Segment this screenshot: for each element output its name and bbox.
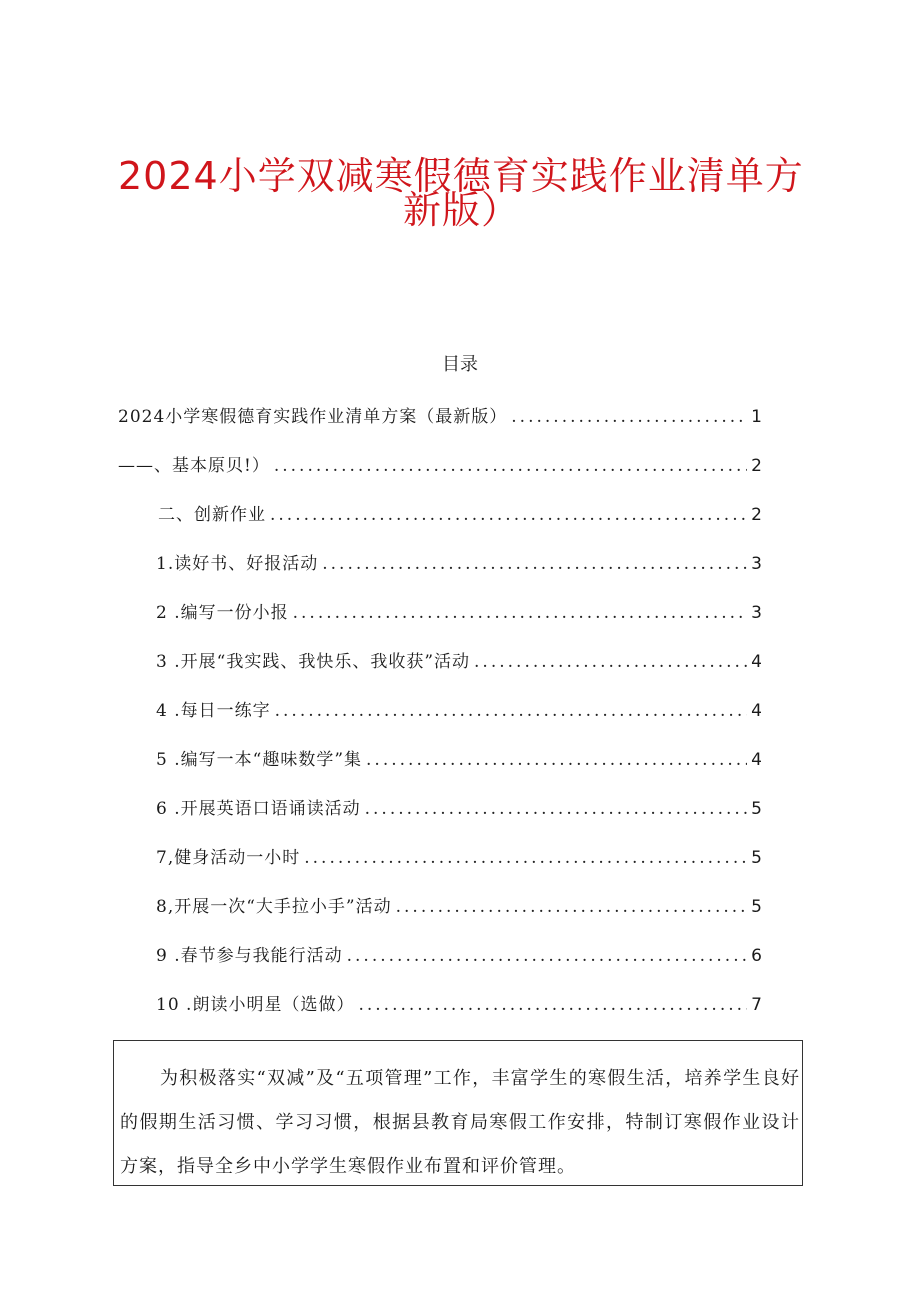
toc-leader-dots: [270, 502, 747, 528]
toc-entry-page: 3: [751, 554, 762, 574]
toc-leader-dots: [358, 992, 747, 1018]
toc-entry-label: 4 .每日一练字: [156, 701, 271, 721]
toc-entry-page: 7: [751, 995, 762, 1015]
toc-entry-label: 10 .朗读小明星（选做）: [156, 995, 355, 1015]
toc-entry-label: 5 .编写一本“趣味数学”集: [156, 750, 363, 770]
toc-leader-dots: [293, 600, 748, 626]
toc-entry[interactable]: [158, 502, 762, 528]
toc-entry-page: 2: [751, 505, 762, 525]
toc-entry-label: 7,健身活动一小时: [156, 848, 301, 868]
toc-entry-page: 3: [751, 603, 762, 623]
toc-entry-label: 9 .春节参与我能行活动: [156, 946, 343, 966]
toc-entry[interactable]: [156, 649, 762, 675]
toc-entry-page: 5: [751, 897, 762, 917]
toc-entry-label: 2024小学寒假德育实践作业清单方案（最新版）: [118, 407, 508, 427]
toc-entry-page: 4: [751, 701, 762, 721]
toc-entry-label: 二、创新作业: [158, 505, 266, 525]
toc-entry-page: 5: [751, 848, 762, 868]
toc-entry-page: 4: [751, 652, 762, 672]
toc-leader-dots: [274, 453, 747, 479]
toc-entry[interactable]: [156, 845, 762, 871]
toc-entry[interactable]: [156, 894, 762, 920]
toc-entry-label: 6 .开展英语口语诵读活动: [156, 799, 361, 819]
toc-heading: 目录: [442, 354, 478, 375]
toc-entry-page: 1: [751, 407, 762, 427]
toc-leader-dots: [304, 845, 747, 871]
toc-entry[interactable]: [156, 698, 762, 724]
toc-leader-dots: [511, 404, 747, 430]
toc-entry[interactable]: [156, 943, 762, 969]
toc-entry-label: 2 .编写一份小报: [156, 603, 289, 623]
toc-leader-dots: [347, 943, 748, 969]
toc-entry[interactable]: [156, 747, 762, 773]
toc-entry-page: 4: [751, 750, 762, 770]
toc-leader-dots: [474, 649, 747, 675]
toc-entry-label: 3 .开展“我实践、我快乐、我收获”活动: [156, 652, 471, 672]
toc-entry[interactable]: [118, 404, 762, 430]
toc-entry-label: 8,开展一次“大手拉小手”活动: [156, 897, 392, 917]
title-line-2: 新版）: [403, 188, 521, 232]
toc-entry[interactable]: [156, 992, 762, 1018]
toc-entry[interactable]: [118, 453, 762, 479]
toc-leader-dots: [365, 796, 748, 822]
toc-entry[interactable]: [156, 796, 762, 822]
toc-entry-page: 5: [751, 799, 762, 819]
toc-leader-dots: [275, 698, 748, 724]
toc-leader-dots: [366, 747, 747, 773]
toc-entry-page: 6: [751, 946, 762, 966]
toc-entry-page: 2: [751, 456, 762, 476]
toc-entry[interactable]: [156, 600, 762, 626]
intro-paragraph: 为积极落实“双减”及“五项管理”工作，丰富学生的寒假生活，培养学生良好的假期生活习惯、学习习惯，根据县教育局寒假工作安排，特制订寒假作业设计方案，指导全乡中小学学生寒假作业布置和评价管理。: [120, 1068, 800, 1177]
toc-leader-dots: [396, 894, 748, 920]
title-line-1: 2024小学双减寒假德育实践作业清单方: [118, 154, 804, 198]
intro-box: [113, 1040, 803, 1186]
toc-leader-dots: [322, 551, 747, 577]
toc-entry-label: ——、基本原贝!）: [118, 456, 270, 476]
toc-entry[interactable]: [156, 551, 762, 577]
toc-entry-label: 1.读好书、好报活动: [156, 554, 319, 574]
